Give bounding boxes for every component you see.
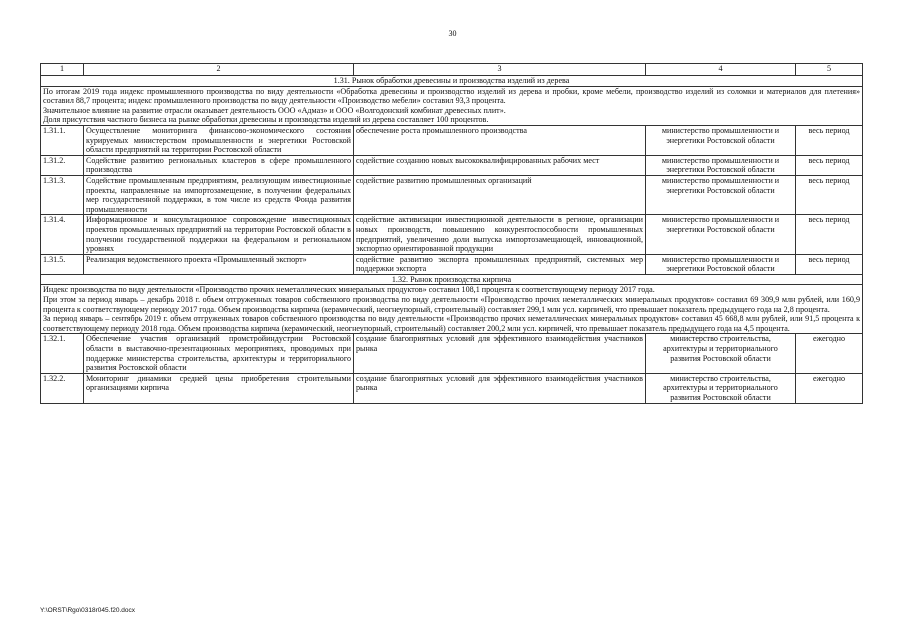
- row-executor: министерство промышленности и энергетики Ростовской области: [646, 254, 796, 274]
- row-result: содействие созданию новых высококвалифицированных рабочих мест: [354, 155, 646, 175]
- measures-table: [40, 63, 863, 404]
- table-row: [41, 254, 863, 274]
- row-executor: министерство промышленности и энергетики Ростовской области: [646, 155, 796, 175]
- description-paragraph: Значительное влияние на развитие отрасли оказывает деятельность ООО «Адмаз» и ООО «Волгодонский комбинат древесных плит».: [43, 105, 506, 115]
- row-action: Содействие развитию региональных кластеров в сфере промышленного производства: [84, 155, 354, 175]
- file-path-footer: Y:\ORST\Rgo\0318r045.f20.docx: [40, 607, 136, 614]
- row-period: весь период: [796, 125, 863, 155]
- row-result: содействие активизации инвестиционной деятельности в регионе, организации новых производств, повышению конкурентоспособности промышленных предприятий, увеличению доли выпуска импортозамещающей, инновационной, экспортно ориентированной продукции: [354, 215, 646, 254]
- row-period: ежегодно: [796, 373, 863, 403]
- table-row: [41, 125, 863, 155]
- description-paragraph: За период январь – сентябрь 2019 г. объем отгруженных товаров собственного производства по виду деятельности «Производство прочих неметаллических минеральных продуктов» составил 45 668,8 млн рублей, или 91,5 процента к соответствующему периоду 2018 года. Объем производства кирпича (керамический, неогнеупорный, строительный) составляет 200,2 млн усл. кирпичей, что превышает показатель предыдущего года на 4,5 процента.: [43, 314, 860, 333]
- section-description-row: [41, 285, 863, 334]
- table-row: [41, 215, 863, 254]
- table-row: [41, 373, 863, 403]
- column-number-row: [41, 64, 863, 76]
- row-result: содействие развитию экспорта промышленных предприятий, системных мер поддержки экспорта: [354, 254, 646, 274]
- row-executor: министерство промышленности и энергетики Ростовской области: [646, 125, 796, 155]
- row-number: 1.31.5.: [41, 254, 84, 274]
- page-number: 30: [448, 29, 457, 38]
- column-header: 3: [354, 64, 646, 76]
- column-header: 1: [41, 64, 84, 76]
- row-period: весь период: [796, 215, 863, 254]
- section-description: [41, 86, 863, 125]
- row-action: Информационное и консультационное сопровождение инвестиционных проектов промышленных предприятий на территории Ростовской области в получении государственной поддержки на федеральном и региональном уровнях: [84, 215, 354, 254]
- row-period: весь период: [796, 254, 863, 274]
- row-result: обеспечение роста промышленного производства: [354, 125, 646, 155]
- row-result: содействие развитию промышленных организаций: [354, 175, 646, 214]
- row-result: создание благоприятных условий для эффективного взаимодействия участников рынка: [354, 334, 646, 373]
- row-number: 1.31.4.: [41, 215, 84, 254]
- column-header: 5: [796, 64, 863, 76]
- row-period: весь период: [796, 155, 863, 175]
- row-number: 1.32.2.: [41, 373, 84, 403]
- table-row: [41, 175, 863, 214]
- row-number: 1.31.1.: [41, 125, 84, 155]
- section-title: 1.31. Рынок обработки древесины и производства изделий из дерева: [41, 76, 863, 87]
- row-executor: министерство промышленности и энергетики Ростовской области: [646, 175, 796, 214]
- row-number: 1.31.3.: [41, 175, 84, 214]
- row-action: Обеспечение участия организаций промстройиндустрии Ростовской области в выставочно-презентационных мероприятиях, проводимых при поддержке министерства строительства, архитектуры и территориального развития Ростовской области: [84, 334, 354, 373]
- column-header: 2: [84, 64, 354, 76]
- row-number: 1.32.1.: [41, 334, 84, 373]
- row-executor: министерство строительства, архитектуры и территориального развития Ростовской области: [646, 334, 796, 373]
- row-action: Мониторинг динамики средней цены приобретения строительными организациями кирпича: [84, 373, 354, 403]
- section-description-row: [41, 86, 863, 125]
- table-row: [41, 334, 863, 373]
- row-executor: министерство промышленности и энергетики Ростовской области: [646, 215, 796, 254]
- description-paragraph: По итогам 2019 года индекс промышленного производства по виду деятельности «Обработка древесины и производство изделий из дерева и пробки, кроме мебели, производство изделий из соломки и материалов для плетения» составил 88,7 процента; индекс промышленного производства по виду деятельности «Производство мебели» составил 93,3 процента.: [43, 86, 860, 106]
- row-executor: министерство строительства, архитектуры и территориального развития Ростовской области: [646, 373, 796, 403]
- description-paragraph: При этом за период январь – декабрь 2018 г. объем отгруженных товаров собственного производства по виду деятельности «Производство прочих неметаллических минеральных продуктов» составил 69 309,9 млн рублей, или 160,9 процента к соответствующему периоду 2017 года. Объем производства кирпича (керамический, неогнеупорный, строительный) составляет 299,1 млн усл. кирпичей, что превышает показатель предыдущего года на 2,8 процента.: [43, 295, 860, 314]
- description-paragraph: Индекс производства по виду деятельности «Производство прочих неметаллических минеральных продуктов» составил 108,1 процента к соответствующему периоду 2017 года.: [43, 285, 655, 295]
- row-action: Реализация ведомственного проекта «Промышленный экспорт»: [84, 254, 354, 274]
- table-row: [41, 155, 863, 175]
- row-number: 1.31.2.: [41, 155, 84, 175]
- description-paragraph: Доля присутствия частного бизнеса на рынке обработки древесины и производства изделий из дерева составляет 100 процентов.: [43, 115, 489, 125]
- row-period: ежегодно: [796, 334, 863, 373]
- row-action: Осуществление мониторинга финансово-экономического состояния курируемых министерством промышленности и энергетики Ростовской области предприятий на территории Ростовской области: [84, 125, 354, 155]
- section-title-row: [41, 76, 863, 87]
- section-description: [41, 285, 863, 334]
- row-action: Содействие промышленным предприятиям, реализующим инвестиционные проекты, направленные на импортозамещение, в получении федеральных мер государственной поддержки, в том числе из средств Фонда развития промышленности: [84, 175, 354, 214]
- column-header: 4: [646, 64, 796, 76]
- row-period: весь период: [796, 175, 863, 214]
- row-result: создание благоприятных условий для эффективного взаимодействия участников рынка: [354, 373, 646, 403]
- section-title-row: [41, 274, 863, 285]
- section-title: 1.32. Рынок производства кирпича: [41, 274, 863, 285]
